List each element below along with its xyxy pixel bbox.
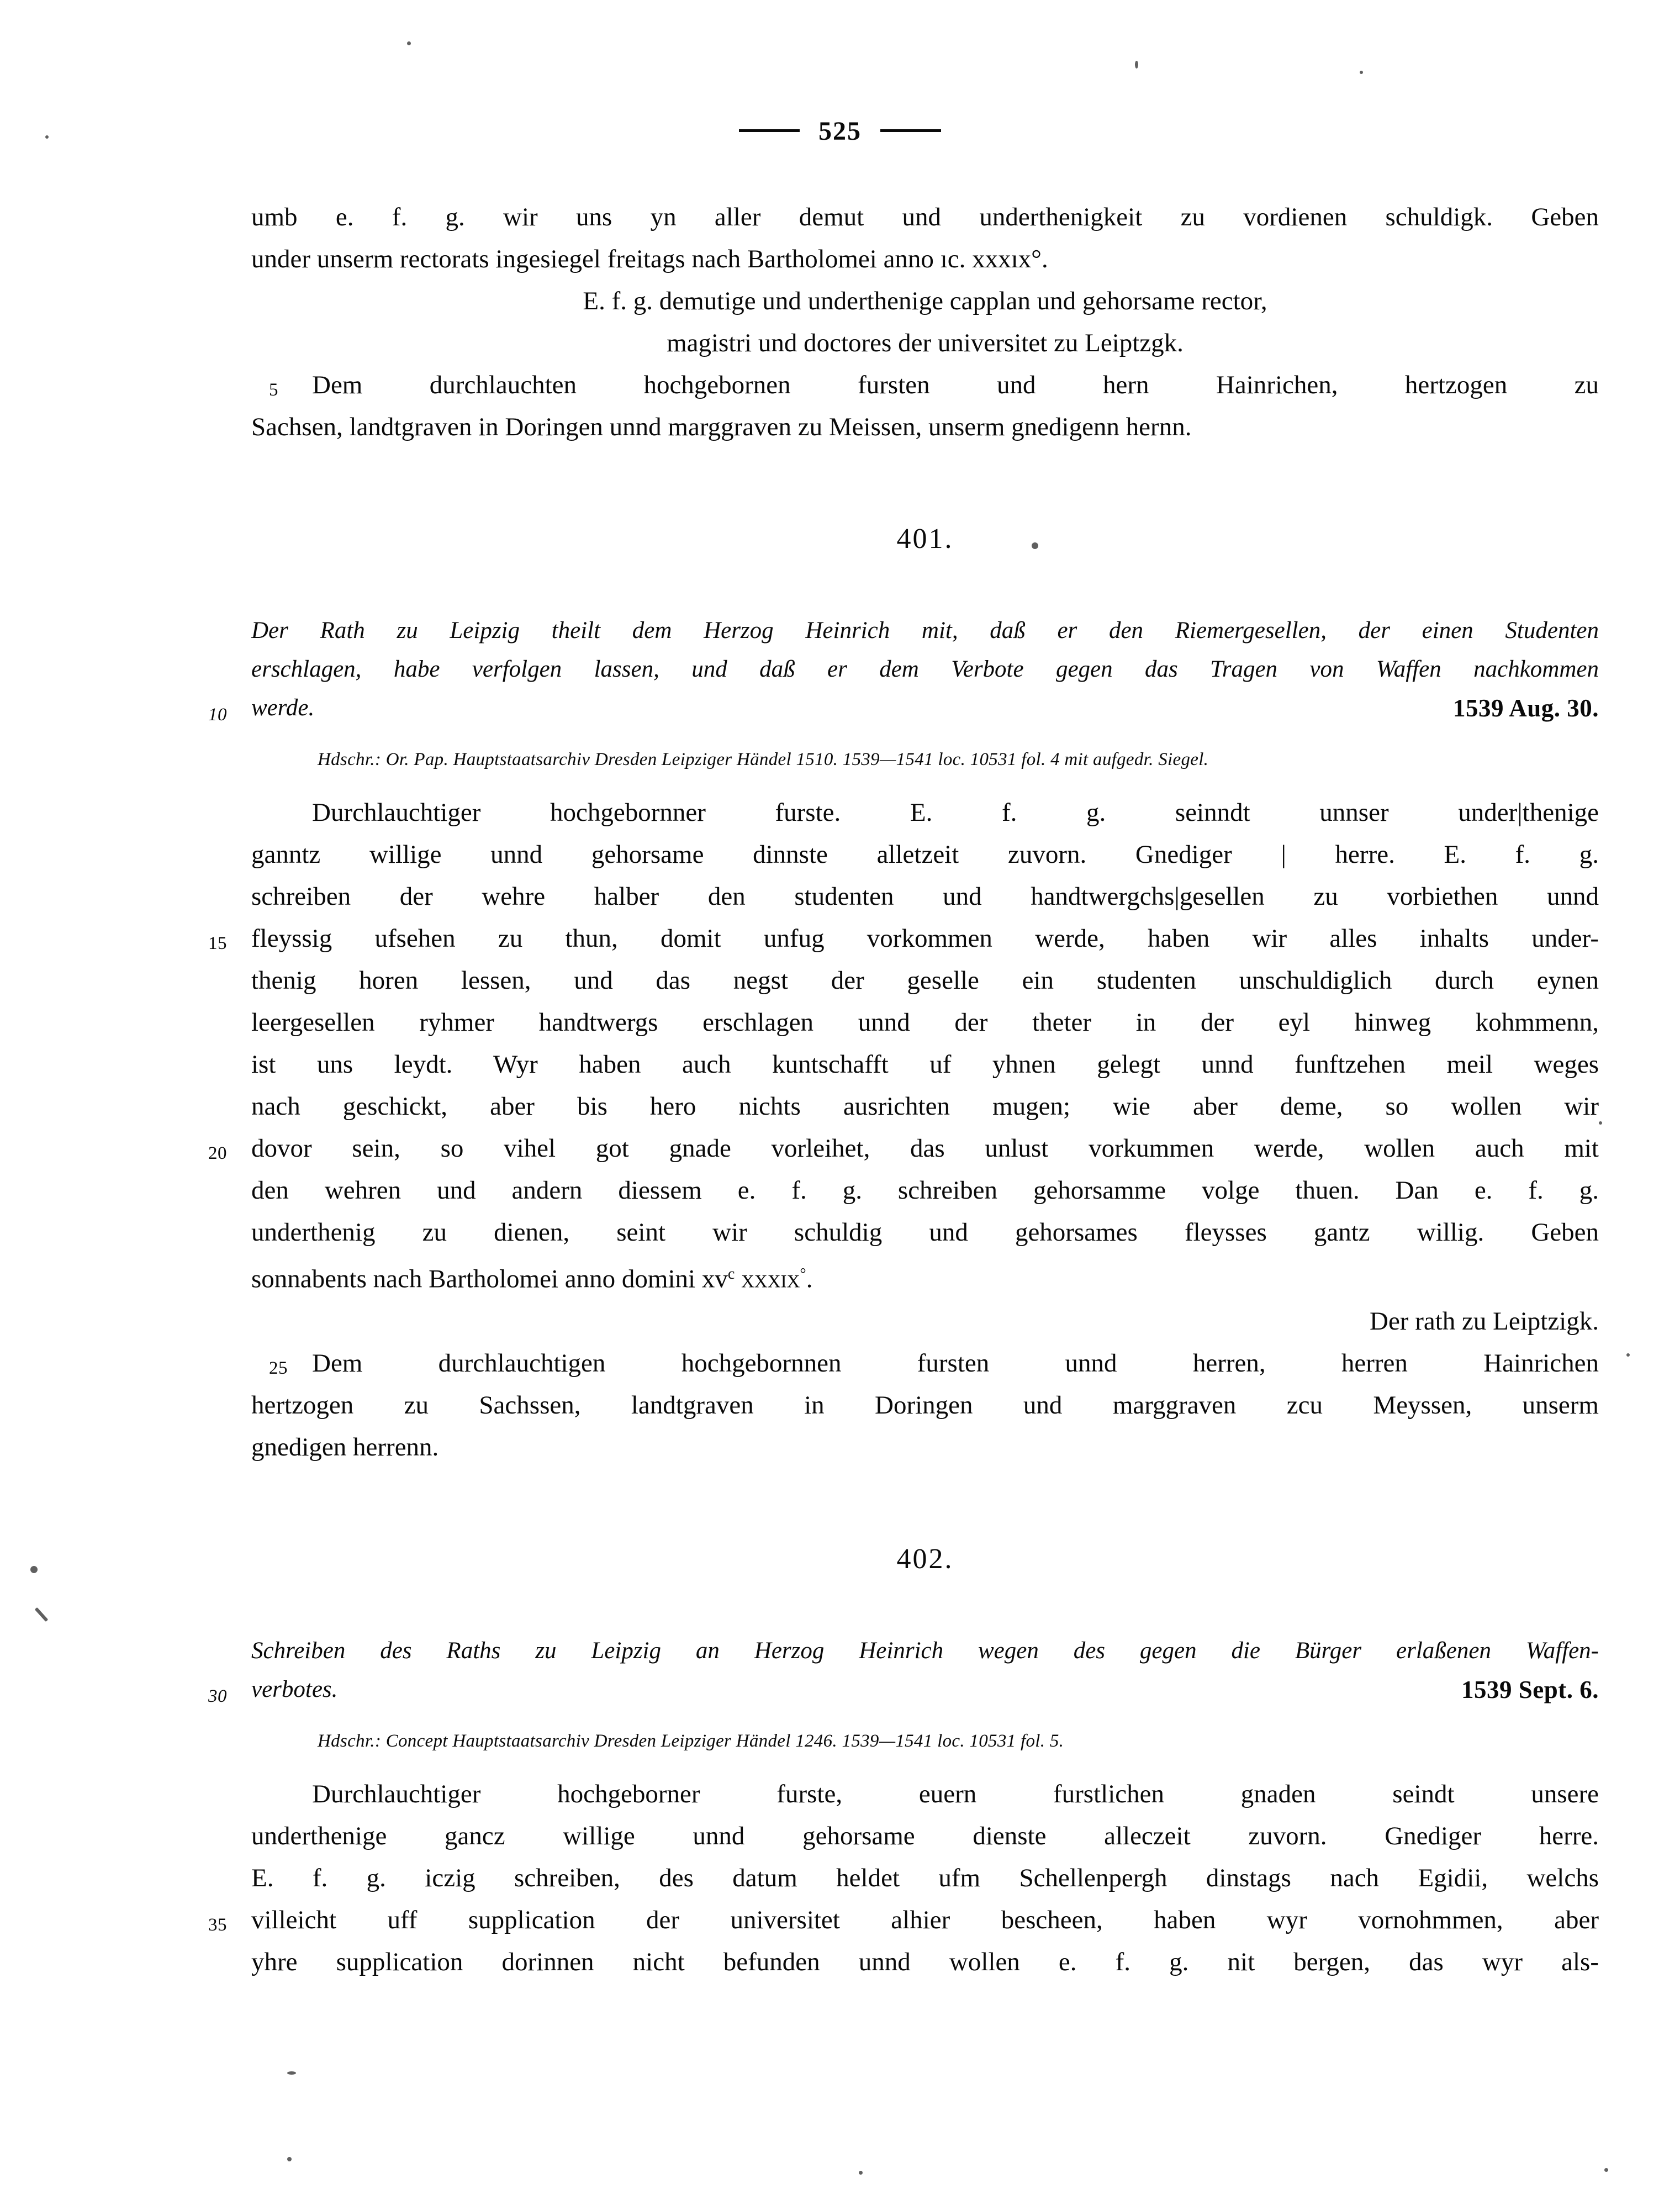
doc401-date-sup-degree: ° [800, 1265, 806, 1283]
doc402-body [208, 1773, 1599, 1983]
doc400-address-line-1 [251, 364, 1599, 406]
line-number-10: 10 [208, 705, 227, 725]
scan-speck [859, 2171, 863, 2175]
doc401-address-line-3: gnedigen herrenn. [251, 1432, 439, 1462]
doc401-date-sup-c: c [727, 1265, 735, 1283]
doc401-number: 401. [896, 523, 954, 555]
doc401-regest-line-2: erschlagen, habe verfolgen lassen, und daß er dem Verbote gegen das Tragen von Waffen nachkommen [251, 656, 1599, 682]
scan-speck [30, 1566, 38, 1573]
scan-speck [1032, 542, 1038, 549]
doc401-body-line-4: fleyssig ufsehen zu thun, domit unfug vorkommen werde, haben wir alles inhalts under- [251, 924, 1599, 953]
doc401-regest-line-1: Der Rath zu Leipzig theilt dem Herzog Heinrich mit, daß er den Riemergesellen, der einen Studenten [251, 618, 1599, 643]
doc401-body-line-4-row [208, 917, 1599, 959]
doc401-date-line: sonnabents nach Bartholomei anno domini $xv^c$ xxxıx°. [251, 1264, 813, 1294]
line-number-15: 15 [208, 933, 227, 953]
doc402-regest-line-2-row [208, 1670, 1599, 1709]
doc401-source-note: Hdschr.: Or. Pap. Hauptstaatsarchiv Dresden Leipziger Händel 1510. 1539—1541 loc. 10531 fol. 4 mit aufgedr. Siegel. [318, 750, 1209, 769]
line-number-35: 35 [208, 1914, 227, 1935]
doc401-address-line-1: Dem durchlauchtigen hochgebornnen fursten unnd herren, herren Hainrichen [312, 1348, 1599, 1378]
header-rule-right [880, 129, 941, 132]
doc401-body-line-9-row [208, 1127, 1599, 1169]
doc402-date: 1539 Sept. 6. [1461, 1675, 1599, 1703]
line-number-20: 20 [208, 1143, 227, 1163]
doc402-regest-line-2: verbotes. [251, 1676, 338, 1702]
doc401-address-line-1-row [251, 1342, 1599, 1384]
doc402-body-line-4: villeicht uff supplication der universitet alhier bescheen, haben wyr vornohmmen, aber [251, 1905, 1599, 1934]
doc400-address-line-2: Sachsen, landtgraven in Doringen unnd marggraven zu Meissen, unserm gnedigenn hernn. [251, 413, 1192, 441]
doc401-date-roman: xxxıx [741, 1264, 800, 1294]
doc401-body-line-9: dovor sein, so vihel got gnade vorleihet, das unlust vorkummen werde, wollen auch mit [251, 1134, 1599, 1163]
scan-speck [1135, 61, 1138, 68]
scan-speck [1626, 1353, 1630, 1357]
doc402-body-line-2: underthenige gancz willige unnd gehorsame dienste alleczeit zuvorn. Gnediger herre. [251, 1821, 1599, 1850]
doc401-body-line-5: thenig horen lessen, und das negst der geselle ein studenten unschuldiglich durch eynen [251, 966, 1599, 995]
line-number-30: 30 [208, 1686, 227, 1706]
doc400-closing-1: E. f. g. demutige und underthenige capplan und gehorsame rector, [583, 287, 1267, 315]
scan-speck [287, 2157, 292, 2161]
doc401-body [208, 792, 1599, 1468]
doc402-body-line-4-row [208, 1899, 1599, 1941]
doc401-date-line-text: sonnabents nach Bartholomei anno domini xv [251, 1264, 728, 1294]
doc400-line-1: umb e. f. g. wir uns yn aller demut und underthenigkeit zu vordienen schuldigk. Geben [251, 203, 1599, 231]
scan-speck [45, 135, 49, 139]
doc400-tail-block [251, 196, 1599, 448]
doc401-address-line-2: hertzogen zu Sachssen, landtgraven in Doringen und marggraven zcu Meyssen, unserm [251, 1390, 1599, 1420]
doc401-body-line-3: schreiben der wehre halber den studenten und handtwergchs|gesellen zu vorbiethen unnd [251, 882, 1599, 911]
doc402-regest [251, 1632, 1599, 1670]
doc401-body-line-8: nach geschickt, aber bis hero nichts ausrichten mugen; wie aber deme, so wollen wir [251, 1092, 1599, 1121]
doc400-closing-2: magistri und doctores der universitet zu Leiptzgk. [667, 329, 1184, 357]
doc402-regest-line-1: Schreiben des Raths zu Leipzig an Herzog Heinrich wegen des gegen die Bürger erlaßenen Waffen- [251, 1637, 1599, 1664]
doc401-body-line-2: ganntz willige unnd gehorsame dinnste alletzeit zuvorn. Gnediger | herre. E. f. g. [251, 840, 1599, 869]
doc400-address-text-1: Dem durchlauchten hochgebornen fursten und hern Hainrichen, hertzogen zu [312, 371, 1599, 399]
page-number: 525 [818, 117, 862, 146]
doc402-body-line-1: Durchlauchtiger hochgeborner furste, euern furstlichen gnaden seindt unsere [312, 1779, 1599, 1808]
doc402-body-line-5: yhre supplication dorinnen nicht befunden unnd wollen e. f. g. nit bergen, das wyr als- [251, 1947, 1599, 1976]
scan-speck [1360, 71, 1363, 74]
doc401-regest-line-3-row [208, 689, 1599, 727]
scan-speck [1604, 2168, 1608, 2172]
header-rule-left [739, 129, 800, 132]
scan-speck [1599, 1121, 1602, 1125]
doc401-body-line-11: underthenig zu dienen, seint wir schuldig und gehorsames fleysses gantz willig. Geben [251, 1218, 1599, 1247]
running-head [0, 116, 1680, 146]
doc401-regest [251, 611, 1599, 689]
doc401-body-line-6: leergesellen ryhmer handtwergs erschlagen unnd der theter in der eyl hinweg kohmmenn, [251, 1008, 1599, 1037]
line-number-25: 25 [269, 1358, 288, 1378]
scan-speck [287, 2071, 296, 2075]
scan-speck [35, 1607, 49, 1622]
scan-speck [407, 41, 411, 45]
doc401-body-line-1: Durchlauchtiger hochgebornner furste. E. f. g. seinndt unnser under|thenige [312, 798, 1599, 827]
doc401-signature: Der rath zu Leiptzigk. [1370, 1306, 1599, 1336]
doc401-body-line-7: ist uns leydt. Wyr haben auch kuntschafft uf yhnen gelegt unnd funftzehen meil weges [251, 1050, 1599, 1079]
doc402-number: 402. [896, 1543, 954, 1575]
doc402-source-note: Hdschr.: Concept Hauptstaatsarchiv Dresden Leipziger Händel 1246. 1539—1541 loc. 10531 fol. 5. [318, 1731, 1064, 1751]
doc401-regest-line-3: werde. [251, 695, 315, 721]
line-number-5: 5 [269, 380, 278, 400]
doc402-body-line-3: E. f. g. iczig schreiben, des datum heldet ufm Schellenpergh dinstags nach Egidii, welchs [251, 1863, 1599, 1892]
doc401-date: 1539 Aug. 30. [1452, 694, 1599, 722]
text-column [208, 196, 1599, 1983]
doc400-line-2: under unserm rectorats ingesiegel freitags nach Bartholomei anno ıc. xxxıx°. [251, 245, 1048, 273]
doc401-body-line-10: den wehren und andern diessem e. f. g. schreiben gehorsamme volge thuen. Dan e. f. g. [251, 1176, 1599, 1205]
